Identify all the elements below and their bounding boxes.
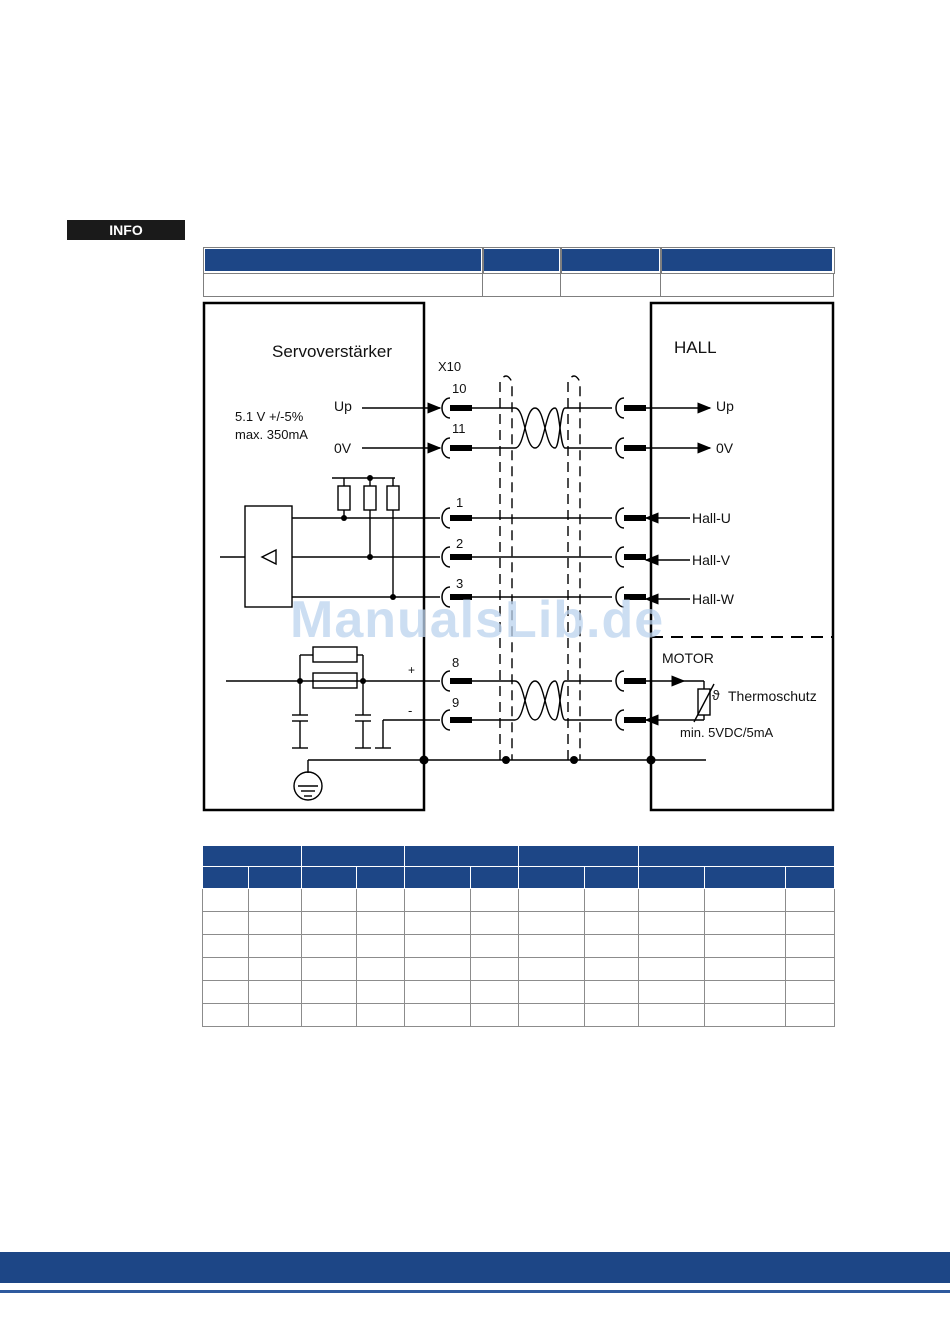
spec-header-cell bbox=[561, 248, 661, 273]
footer-line bbox=[0, 1290, 950, 1293]
spec-header-cell bbox=[661, 248, 834, 273]
pin-table bbox=[202, 845, 835, 1027]
pin-table-header-group bbox=[203, 846, 835, 867]
spec-cell bbox=[561, 273, 661, 297]
shield-right bbox=[568, 376, 580, 760]
left-0v-label: 0V bbox=[334, 440, 352, 456]
table-row bbox=[203, 912, 835, 935]
thermo-min-label: min. 5VDC/5mA bbox=[680, 725, 774, 740]
left-up-label: Up bbox=[334, 398, 352, 414]
pin-label: 10 bbox=[452, 381, 467, 396]
table-row bbox=[203, 1004, 835, 1027]
pin-header-cell bbox=[203, 846, 302, 867]
spec-header-cell bbox=[483, 248, 561, 273]
pin-label: 9 bbox=[452, 695, 460, 710]
hall-v-label: Hall-V bbox=[692, 552, 731, 568]
pin-label: 8 bbox=[452, 655, 460, 670]
hall-u-label: Hall-U bbox=[692, 510, 731, 526]
spec-table bbox=[202, 246, 835, 297]
table-row bbox=[203, 981, 835, 1004]
spec-table-header bbox=[204, 248, 834, 273]
pin-table-subheader bbox=[203, 867, 835, 889]
table-row bbox=[203, 935, 835, 958]
hall-w-label: Hall-W bbox=[692, 591, 734, 607]
thermo-label: Thermoschutz bbox=[728, 688, 817, 704]
info-badge: INFO bbox=[67, 220, 185, 240]
pin-label: 2 bbox=[456, 536, 464, 551]
right-0v-label: 0V bbox=[716, 440, 734, 456]
right-up-label: Up bbox=[716, 398, 734, 414]
plus-sign: + bbox=[408, 663, 416, 677]
supply-voltage: 5.1 V +/-5% bbox=[235, 409, 304, 424]
pin-header-cell bbox=[519, 846, 639, 867]
spec-cell bbox=[204, 273, 483, 297]
spec-table-row bbox=[204, 273, 834, 297]
minus-sign: - bbox=[408, 703, 413, 718]
pin-header-cell bbox=[301, 846, 404, 867]
hall-title: HALL bbox=[674, 338, 717, 357]
table-row bbox=[203, 958, 835, 981]
pin-header-cell bbox=[639, 846, 835, 867]
footer-band bbox=[0, 1252, 950, 1283]
spec-header-cell bbox=[204, 248, 483, 273]
shield-left bbox=[500, 376, 512, 760]
pin-label: 1 bbox=[456, 495, 464, 510]
supply-current: max. 350mA bbox=[235, 427, 308, 442]
hall-wiring-diagram bbox=[200, 300, 840, 815]
spec-cell bbox=[661, 273, 834, 297]
table-row bbox=[203, 889, 835, 912]
watermark: ManualsLib.de bbox=[290, 591, 665, 649]
pin-header-cell bbox=[404, 846, 519, 867]
pin-label: 3 bbox=[456, 576, 464, 591]
servo-title: Servoverstärker bbox=[272, 342, 392, 361]
pin-label: 11 bbox=[452, 421, 466, 436]
motor-label: MOTOR bbox=[662, 650, 714, 666]
spec-cell bbox=[483, 273, 561, 297]
thermo-symbol: ϑ bbox=[712, 687, 720, 703]
connector-label: X10 bbox=[438, 359, 462, 374]
